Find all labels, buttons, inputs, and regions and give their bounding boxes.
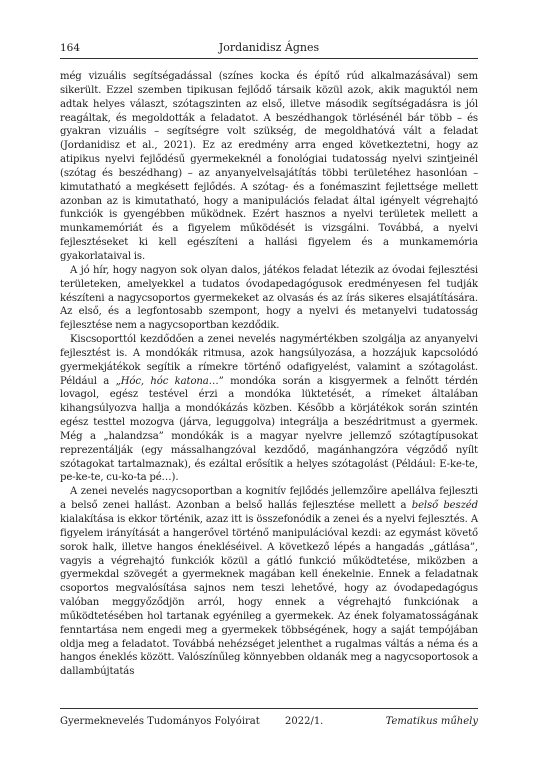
issue-number: 2022/1. <box>285 716 324 727</box>
paragraph-text: A jó hír, hogy nagyon sok olyan dalos, játékos feladat létezik az óvodai fejlesztési területeken, amelyekkel a tudatos óvodapedagógusok eredményesen fel tudják készíteni a nagycsoportos gyermekeket az olvasás és az írás sikeres elsajátítására. Az első, és a legfontosabb szempont, hogy a nyelvi és metanyelvi tudatosság fejlesztése nem a nagycsoportban kezdődik. <box>60 264 478 332</box>
footer-rule <box>60 708 478 709</box>
paragraph-text: A zenei nevelés nagycsoportban a kognitív fejlődés jellemzőire apellálva fejleszti a belső zenei hallást. Azonban a belső hallás fejlesztése mellett a <box>60 486 478 512</box>
paragraph-text: Kiscsoporttól kezdődően a zenei nevelés nagymértékben szolgálja az anyanyelvi fejlesztést is. A mondókák ritmusa, azok hangsúlyozása, a hozzájuk kapcsolódó gyermekjátékok segítik a rímekre történő odafigyelést, valamint a szótagolást. Például a „ <box>60 334 478 387</box>
paragraph-text: még vizuális segítségadással (színes kocka és építő rúd alkalmazásával) sem sikerült. Ezzel szemben tipikusan fejlődő társaik közül azok, akik maguktól nem adtak helyes választ, szótagszinten az első, illetve második segítségadásra is jól reagáltak, és megoldották a feladatot. A beszédhangok törlésénél bár több – és gyakran vizuális – segítségre volt szükség, de megoldhatóvá vált a feladat (Jordanidisz et al., 2021). Ez az eredmény arra enged következtetni, hogy az atipikus nyelvi fejlődésű gyermekeknél a fonológiai tudatosság nyelvi szintjeinél (szótag és beszédhang) – az anyanyelvelsajátítás többi területéhez hasonlóan – kimutatható a megkésett fejlődés. A szótag- és a fonémaszint fejlettsége mellett azonban az is kimutatható, hogy a manipulációs feladat által igényelt végrehajtó funkciók is gyengébben működnek. Ezért hasznos a nyelvi területek mellett a munkamemóriát és a figyelem működését is vizsgálni. Továbbá, a nyelvi fejlesztéseket ki kell egészíteni a hallási figyelem és a munkamemória gyakorlataival is. <box>60 71 478 262</box>
page-number: 164 <box>60 42 81 54</box>
header-rule <box>60 58 478 59</box>
section-name: Tematikus műhely <box>385 716 478 727</box>
paragraph <box>60 333 478 485</box>
running-footer <box>60 714 478 730</box>
italic-term: belső beszéd <box>411 500 478 512</box>
running-author: Jordanidisz Ágnes <box>218 41 320 54</box>
journal-name: Gyermeknevelés Tudományos Folyóirat <box>60 716 260 727</box>
italic-title: Hóc, hóc katona… <box>120 375 219 387</box>
running-header <box>60 40 478 56</box>
paragraph-text: ” mondóka során a kisgyermek a felnőtt térdén lovagol, egész testével érzi a mondóka lüktetését, a rímeket általában kihangsúlyozva hallja a mondókázás közben. Később a körjátékok során szintén egész testtel mozogva (járva, leguggolva) integrálja a beszédritmust a gyermek. Még a „halandzsa” mondókák is a magyar nyelvre jellemző szótagtípusokat reprezentálják (egy mássalhangzóval kezdődő, magánhangzóra végződő nyílt szótagokat tartalmaznak), és ezáltal erősítik a helyes szótagolást (Például: E-ke-te, pe-ke-te, cu-ko-ta pé…). <box>60 375 478 484</box>
paragraph <box>60 70 478 264</box>
body-text <box>60 70 478 679</box>
paragraph <box>60 485 478 679</box>
paragraph <box>60 264 478 333</box>
paragraph-text: kialakítása is ekkor történik, azaz itt is összefonódik a zenei és a nyelvi fejlesztés. A figyelem irányítását a hangerővel történő manipulációval kezdi: az egymást követő sorok halk, illetve hangos énekléséivel. A következő lépés a hangadás „gátlása”, vagyis a végrehajtó funkciók közül a gátló funkció működtetése, miközben a gyermekdal szövegét a gyermeknek magában kell énekelnie. Ennek a feladatnak csoportos megvalósítása sajnos nem teszi lehetővé, hogy az óvodapedagógus valóban meggyőződjön arról, hogy ennek a végrehajtó funkciónak a működtetésében hol tartanak egyénileg a gyermekek. Az ének folyamatosságának fenntartása nem engedi meg a gyermekek többségének, hogy a saját tempójában oldja meg a feladatot. Továbbá nehézséget jelenthet a rugalmas váltás a néma és a hangos éneklés között. Valószínűleg könnyebben oldanák meg a nagycsoportosok a dallambújtatás <box>60 514 478 678</box>
